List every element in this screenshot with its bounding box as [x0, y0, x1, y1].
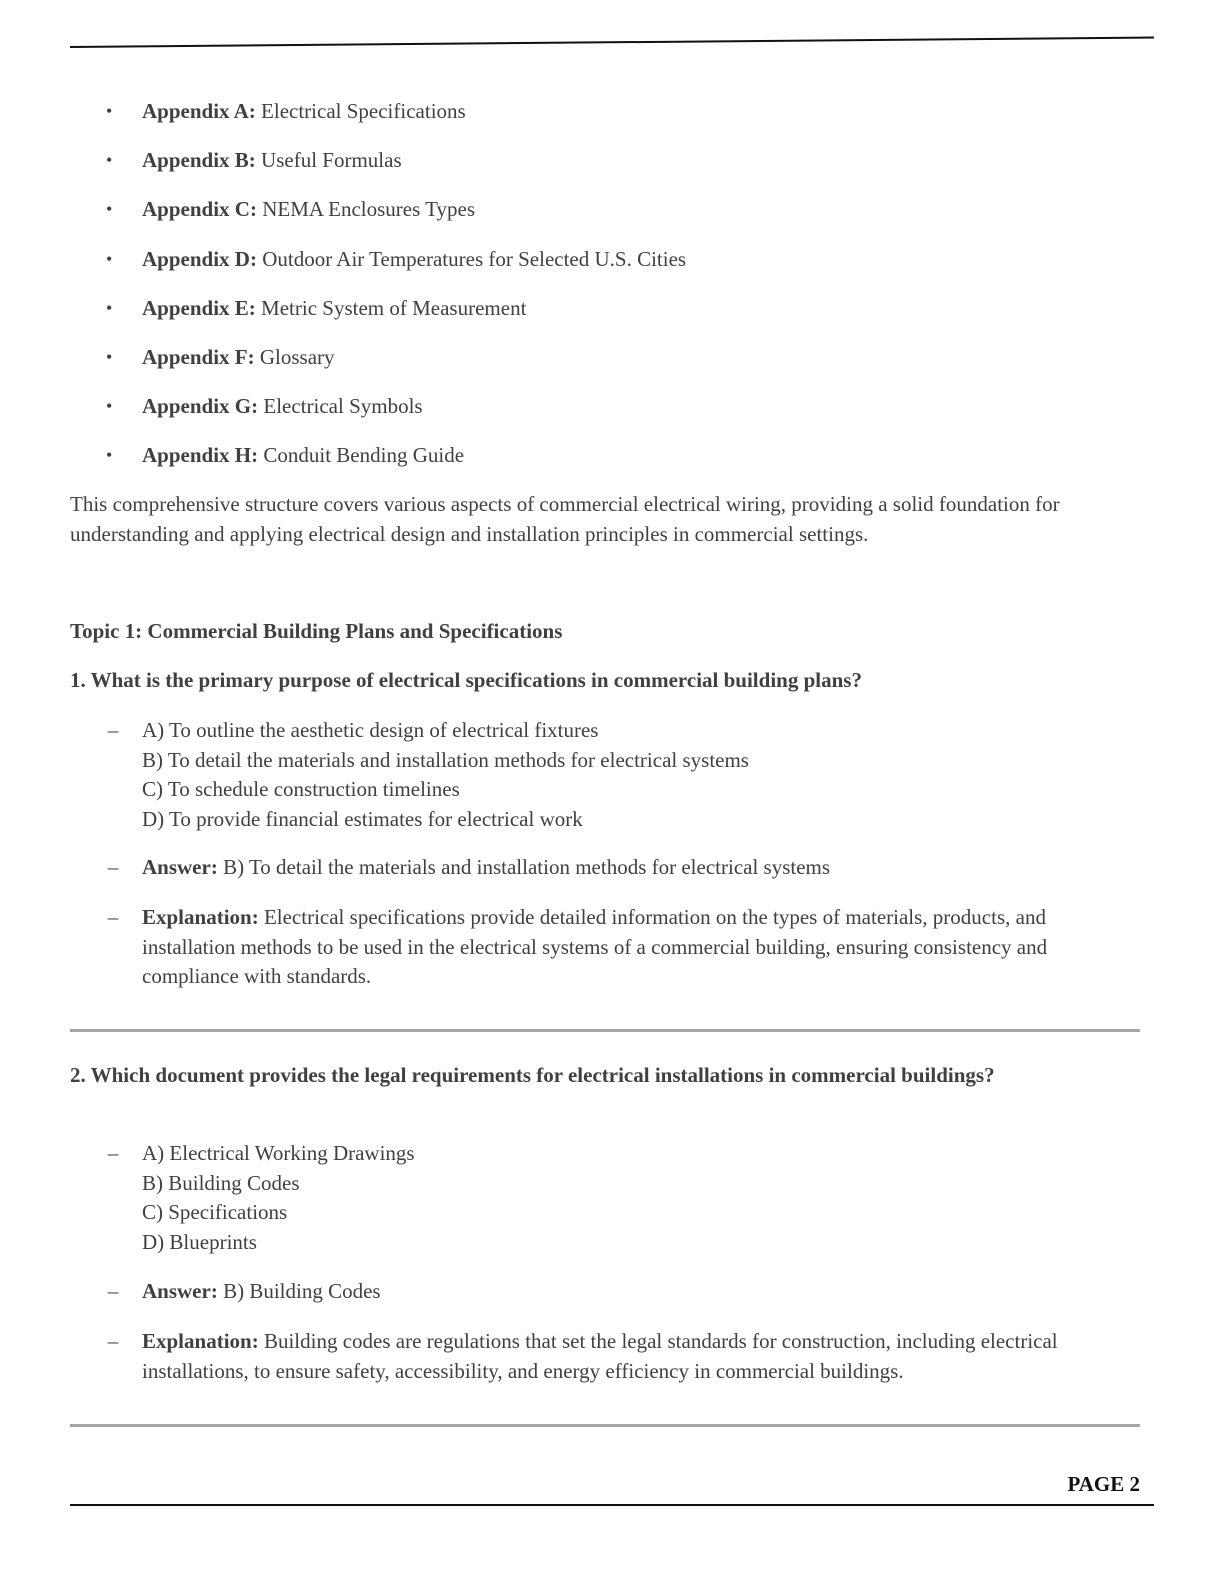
appendix-title: Electrical Symbols: [263, 394, 423, 419]
bullet-icon: •: [106, 445, 113, 466]
dash-icon: –: [107, 1329, 119, 1353]
option-c: C) Specifications: [142, 1200, 288, 1224]
list-item-appendix-d: [70, 244, 1150, 293]
appendix-label: Appendix A:: [142, 99, 256, 123]
list-item-appendix-f: [70, 342, 1150, 391]
dash-icon: –: [107, 1141, 119, 1165]
bullet-icon: •: [106, 396, 113, 417]
appendix-label: Appendix F:: [142, 344, 255, 369]
footer-rule: [70, 1504, 1154, 1506]
dash-icon: –: [107, 855, 119, 879]
section-divider: [70, 1424, 1140, 1427]
option-b: B) To detail the materials and installation methods for electrical systems: [142, 747, 749, 772]
list-item-appendix-e: [70, 293, 1150, 342]
option-d: D) To provide financial estimates for electrical work: [142, 806, 583, 831]
appendix-title: Useful Formulas: [261, 148, 402, 173]
header-rule: [70, 37, 1154, 48]
answer-text: B) To detail the materials and installation methods for electrical systems: [223, 855, 831, 879]
option-c: C) To schedule construction timelines: [142, 777, 460, 801]
bullet-icon: •: [106, 150, 113, 171]
dash-icon: –: [107, 1279, 119, 1303]
appendix-title: Outdoor Air Temperatures for Selected U.S. Cities: [262, 246, 687, 271]
appendix-label: Appendix D:: [142, 246, 257, 271]
section-divider: [70, 1029, 1140, 1032]
explanation-text: Electrical specifications provide detailed information on the types of materials, products, and installation methods to be used in the electrical systems of a commercial building, ensuring consistency and compliance with standards.: [142, 905, 1048, 988]
answer-text: B) Building Codes: [223, 1279, 381, 1303]
appendix-title: Glossary: [259, 344, 335, 369]
bullet-icon: •: [106, 346, 113, 367]
bullet-icon: •: [106, 297, 113, 318]
bullet-icon: •: [106, 101, 113, 121]
explanation-label: Explanation:: [142, 1329, 259, 1353]
bullet-icon: •: [106, 199, 113, 220]
option-d: D) Blueprints: [142, 1229, 257, 1254]
appendix-list: [70, 96, 1150, 490]
question-2-text: 2. Which document provides the legal requirements for electrical installations in commercial buildings?: [70, 1063, 995, 1087]
answer-label: Answer:: [142, 855, 218, 879]
appendix-title: NEMA Enclosures Types: [262, 197, 475, 222]
dash-icon: –: [107, 905, 119, 929]
list-item-appendix-g: [70, 391, 1150, 440]
list-item-appendix-c: [70, 194, 1150, 243]
list-item-appendix-b: [70, 145, 1150, 194]
explanation-text: Building codes are regulations that set the legal standards for construction, including electrical installations, to ensure safety, accessibility, and energy efficiency in commercial buildings.: [142, 1329, 1058, 1383]
appendix-title: Conduit Bending Guide: [263, 443, 465, 468]
appendix-title: Metric System of Measurement: [261, 295, 527, 320]
appendix-label: Appendix E:: [142, 295, 256, 320]
question-1-text: 1. What is the primary purpose of electrical specifications in commercial building plans?: [70, 668, 862, 692]
answer-label: Answer:: [142, 1279, 218, 1303]
appendix-label: Appendix H:: [142, 443, 259, 468]
appendix-label: Appendix C:: [142, 197, 257, 222]
dash-icon: –: [107, 718, 119, 742]
option-a: A) To outline the aesthetic design of electrical fixtures: [142, 718, 599, 742]
summary-paragraph: This comprehensive structure covers various aspects of commercial electrical wiring, providing a solid foundation for understanding and applying electrical design and installation principles in commercial settings.: [70, 492, 1060, 546]
option-a: A) Electrical Working Drawings: [142, 1141, 415, 1165]
appendix-label: Appendix B:: [142, 148, 256, 173]
explanation-label: Explanation:: [142, 905, 259, 929]
appendix-label: Appendix G:: [142, 394, 259, 419]
page-number: PAGE 2: [1067, 1472, 1140, 1496]
option-b: B) Building Codes: [142, 1170, 300, 1195]
list-item-appendix-h: [70, 440, 1150, 489]
topic-heading: Topic 1: Commercial Building Plans and Specifications: [70, 619, 563, 643]
bullet-icon: •: [106, 248, 113, 269]
list-item-appendix-a: [70, 96, 1150, 145]
appendix-title: Electrical Specifications: [261, 99, 466, 123]
